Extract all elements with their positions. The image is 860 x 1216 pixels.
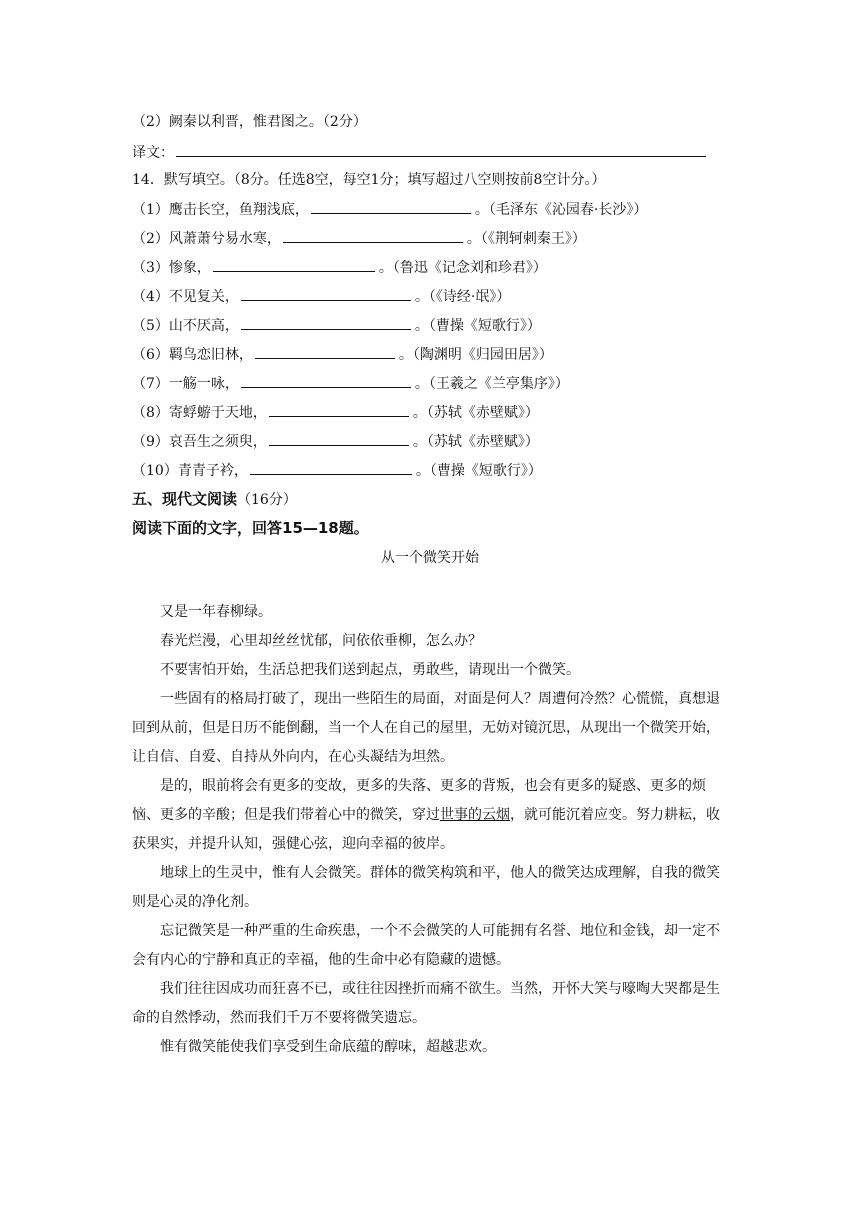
section5-score: （16分） — [237, 492, 297, 508]
q14-item-prefix: （10）青青子衿， — [132, 463, 248, 479]
q14-answer-blank[interactable] — [241, 315, 411, 330]
q14-item-suffix: 。（《诗经·氓》） — [414, 289, 511, 305]
q14-item-5 — [132, 315, 541, 336]
q14-answer-blank[interactable] — [269, 431, 409, 446]
article-paragraph-7: 忘记微笑是一种严重的生命疾患，一个不会微笑的人可能拥有名誉、地位和金钱，却一定不会有内心的宁静和真正的幸福，他的生命中必有隐藏的遗憾。 — [132, 923, 720, 968]
section5-instruction: 阅读下面的文字，回答15—18题。 — [132, 519, 369, 537]
q14-answer-blank[interactable] — [213, 257, 375, 272]
q14-item-7 — [132, 373, 569, 394]
translation-answer-blank[interactable] — [176, 142, 706, 157]
q14-item-suffix: 。（鲁迅《记念刘和珍君》） — [378, 260, 547, 276]
q14-answer-blank[interactable] — [283, 228, 463, 243]
translation-label: 译文： — [132, 145, 174, 161]
q14-item-suffix: 。（苏轼《赤壁赋》） — [412, 434, 539, 450]
q14-item-prefix: （8）寄蜉蝣于天地， — [132, 405, 267, 421]
article-paragraph-5-end: ，就可能沉着应变。努力耕耘，收获果实，并提升认知，强健心弦，迎向幸福的彼岸。 — [132, 807, 720, 852]
q14-item-suffix: 。（曹操《短歌行》） — [414, 318, 541, 334]
q14-item-3 — [132, 257, 547, 278]
q14-item-4 — [132, 286, 510, 307]
section5-heading: 五、现代文阅读 — [132, 490, 238, 508]
underlined-phrase: 世事的云烟 — [440, 807, 510, 823]
q14-item-prefix: （9）哀吾生之须臾， — [132, 434, 267, 450]
q14-answer-blank[interactable] — [250, 460, 412, 475]
article-paragraph-5-start: 是的，眼前将会有更多的变故，更多的失落、更多的背叛，也会有更多的疑惑、更多的烦恼、更多的辛酸；但是我们带着心中的微笑，穿过 — [132, 778, 706, 823]
q14-item-suffix: 。（苏轼《赤壁赋》） — [412, 405, 539, 421]
article-paragraph-1: 又是一年春柳绿。 — [160, 604, 272, 620]
q14-item-prefix: （2）风萧萧兮易水寒， — [132, 231, 281, 247]
q14-answer-blank[interactable] — [241, 286, 411, 301]
q13-2-translation-line — [132, 142, 710, 163]
q14-item-prefix: （7）一觞一咏， — [132, 376, 239, 392]
article-title: 从一个微笑开始 — [381, 550, 479, 566]
q14-item-9 — [132, 431, 539, 452]
q14-item-suffix: 。（毛泽东《沁园春·长沙》） — [474, 202, 648, 218]
q14-item-6 — [132, 344, 553, 365]
q14-item-10 — [132, 460, 542, 481]
article-paragraph-9: 惟有微笑能使我们享受到生命底蕴的醇味，超越悲欢。 — [160, 1039, 496, 1055]
q14-item-1 — [132, 199, 647, 220]
q14-item-prefix: （4）不见复关， — [132, 289, 239, 305]
article-paragraph-4: 一些固有的格局打破了，现出一些陌生的局面，对面是何人？周遭何冷然？心慌慌，真想退回到从前，但是日历不能倒翻，当一个人在自己的屋里，无妨对镜沉思，从现出一个微笑开始，让自信、自爱、自持从外向内，在心头凝结为坦然。 — [132, 691, 720, 765]
q14-item-prefix: （5）山不厌高， — [132, 318, 239, 334]
q14-item-prefix: （6）羁鸟恋旧林， — [132, 347, 253, 363]
q14-item-suffix: 。（曹操《短歌行》） — [415, 463, 542, 479]
q14-answer-blank[interactable] — [255, 344, 395, 359]
q13-2-question: （2）阙秦以利晋，惟君图之。（2分） — [132, 114, 367, 130]
q14-item-suffix: 。（王羲之《兰亭集序》） — [414, 376, 569, 392]
article-paragraph-6: 地球上的生灵中，惟有人会微笑。群体的微笑构筑和平，他人的微笑达成理解，自我的微笑则是心灵的净化剂。 — [132, 865, 720, 910]
q14-answer-blank[interactable] — [269, 402, 409, 417]
section5-heading-line — [132, 489, 297, 510]
q14-item-prefix: （3）惨象， — [132, 260, 211, 276]
q14-answer-blank[interactable] — [241, 373, 411, 388]
q14-item-8 — [132, 402, 539, 423]
q14-item-suffix: 。（《荆轲刺秦王》） — [466, 231, 586, 247]
article-paragraph-3: 不要害怕开始，生活总把我们送到起点，勇敢些，请现出一个微笑。 — [160, 662, 580, 678]
q14-item-2 — [132, 228, 586, 249]
q14-item-suffix: 。（陶渊明《归园田居》） — [398, 347, 553, 363]
article-paragraph-5 — [132, 772, 730, 859]
q14-answer-blank[interactable] — [311, 199, 471, 214]
q14-item-prefix: （1）鹰击长空，鱼翔浅底， — [132, 202, 309, 218]
q14-heading: 14．默写填空。（8分。任选8空，每空1分；填写超过八空则按前8空计分。） — [132, 172, 606, 188]
article-paragraph-2: 春光烂漫，心里却丝丝忧郁，问依依垂柳，怎么办？ — [160, 633, 482, 649]
article-paragraph-8: 我们往往因成功而狂喜不已，或往往因挫折而痛不欲生。当然，开怀大笑与嚎啕大哭都是生命的自然悸动，然而我们千万不要将微笑遗忘。 — [132, 981, 720, 1026]
